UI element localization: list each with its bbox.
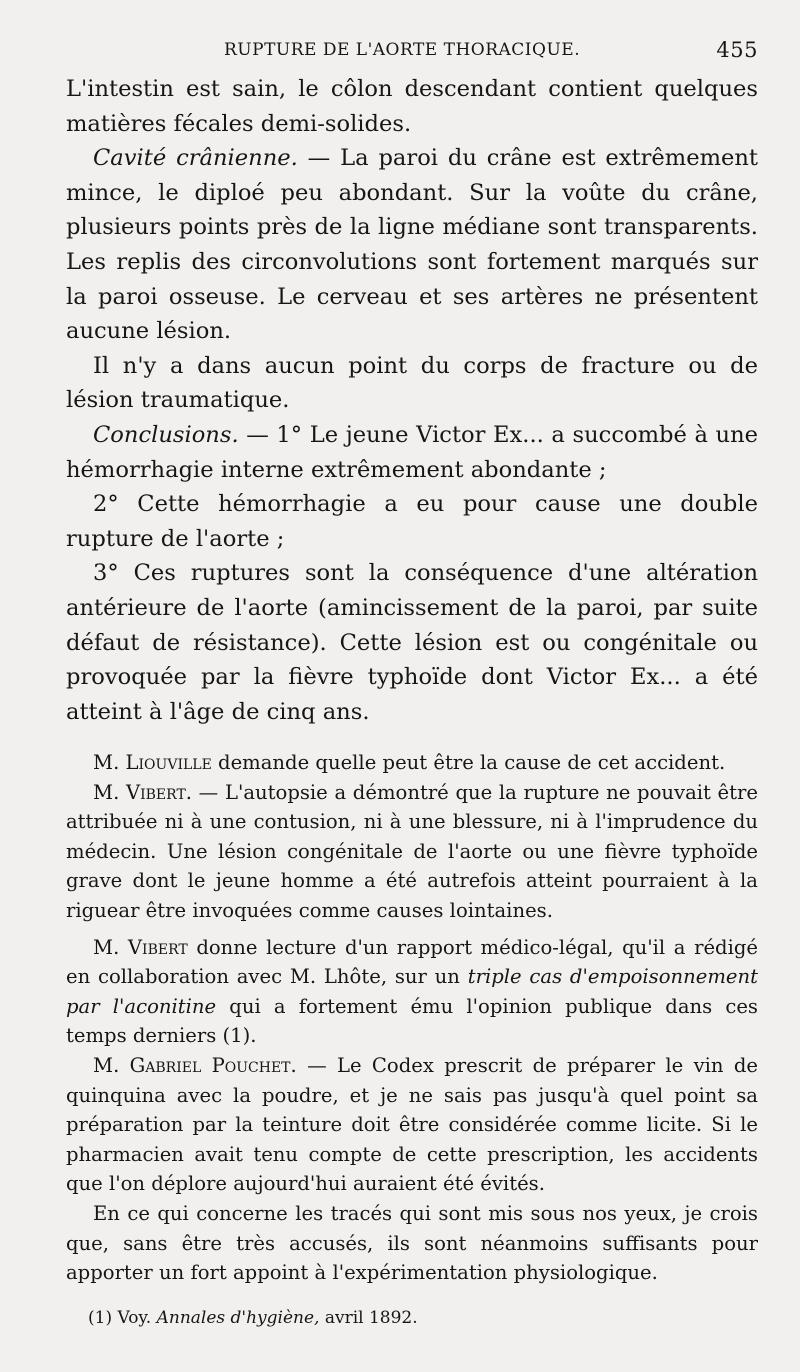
footnote-suffix: avril 1892. [319,1308,418,1328]
section-label-conclusions: Conclusions. [93,421,239,448]
paragraph-conclusions [66,418,758,487]
paragraph-rapport-italic: triple cas d'empoisonnement par l'aconitine [66,965,758,1018]
speaker-pouchet: M. Gabriel Pouchet. [93,1053,297,1077]
footnote-title: Annales d'hygiène, [156,1308,320,1328]
paragraph-traces: En ce qui concerne les tracés qui sont mis sous nos yeux, je crois que, sans être très accusés, ils sont néanmoins suffisants pour apporter un fort appoint à l'expérimentation physiologique. [66,1201,758,1285]
paragraph-cavite-cranienne [66,141,758,349]
paragraph-rapport-text-b: qui a fortement ému l'opinion publique dans ces temps derniers (1). [66,994,758,1048]
footnote [88,1306,758,1330]
paragraph-liouville-text: demande quelle peut être la cause de cet accident. [211,751,726,774]
paragraph-pouchet [66,1051,758,1199]
paragraph-vibert-rapport [66,933,758,1051]
running-title: RUPTURE DE L'AORTE THORACIQUE. [224,40,581,60]
paragraph-cavite-text: — La paroi du crâne est extrêmement mince, le diploé peu abondant. Sur la voûte du crâne, plusieurs points près de la ligne médiane sont transparents. Les replis des circonvolutions sont fortement marqués sur la paroi osseuse. Le cerveau et ses artères ne présentent aucune lésion. [66,145,758,345]
paragraph-liouville [66,748,758,778]
paragraph-rapport-text-a: donne lecture d'un rapport médico-légal, qu'il a rédigé en collaboration avec M. Lhôte, sur un [66,935,758,989]
running-header [80,36,758,64]
speaker-vibert: M. Vibert. [93,780,193,804]
paragraph-intestin: L'intestin est sain, le côlon descendant contient quelques matières fécales demi-solides. [66,76,758,137]
footnote-prefix: (1) Voy. [88,1308,157,1328]
speaker-liouville: M. Liouville [93,751,212,774]
speaker-vibert-2: M. Vibert [93,935,188,959]
paragraph-conclusion-3: 3° Ces ruptures sont la conséquence d'une altération antérieure de l'aorte (amincissement de la paroi, par suite défaut de résistance). Cette lésion est ou congénitale ou provoquée par la fièvre typhoïde dont Victor Ex... a été atteint à l'âge de cinq ans. [66,560,758,725]
paragraph-conclusion-2: 2° Cette hémorrhagie a eu pour cause une double rupture de l'aorte ; [66,491,758,552]
paragraph-pouchet-text: — Le Codex prescrit de préparer le vin de quinquina avec la poudre, et je ne sais pas jusqu'à quel point sa préparation par la teinture doit être considérée comme licite. Si le pharmacien avait tenu compte de cette prescription, les accidents que l'on déplore aujourd'hui auraient été évités. [66,1053,758,1196]
paragraph-conclusions-text: — 1° Le jeune Victor Ex... a succombé à une hémorrhagie interne extrêmement abondante ; [66,421,758,483]
main-text [66,72,758,729]
discussion-text [66,748,758,1288]
paragraph-vibert-text: — L'autopsie a démontré que la rupture ne pouvait être attribuée ni à une contusion, ni à une blessure, ni à l'imprudence du médecin. Une lésion congénitale de l'aorte ou une fièvre typhoïde grave dont le jeune homme a été autrefois atteint pourraient à la riguear être invoquées comme causes lointaines. [66,780,758,922]
section-label-cavite: Cavité crânienne. [93,145,298,172]
page-number: 455 [716,38,758,62]
paragraph-fracture: Il n'y a dans aucun point du corps de fracture ou de lésion traumatique. [66,352,758,414]
paragraph-vibert [66,778,758,926]
